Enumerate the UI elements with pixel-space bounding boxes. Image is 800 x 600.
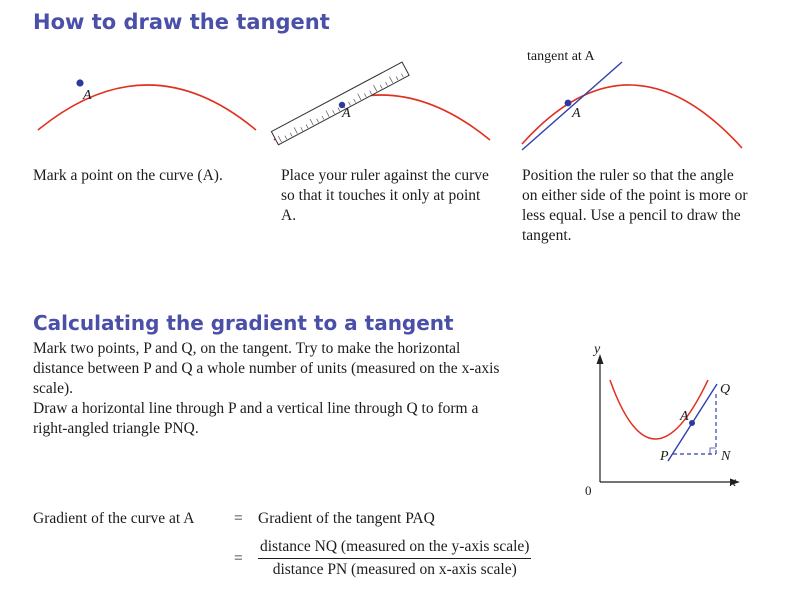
instruction-paragraph-mark-points: Mark two points, P and Q, on the tangent. Try to make the horizontal distance between P and Q a whole number of units (measured on the x-axis scale). bbox=[33, 340, 500, 397]
point-n-label: N bbox=[721, 449, 731, 464]
fraction-denominator: distance PN (measured on x-axis scale) bbox=[272, 561, 517, 578]
origin-label: 0 bbox=[585, 483, 592, 498]
step-caption-draw-tangent: Position the ruler so that the angle on either side of the point is more or less equal. Use a pencil to draw the tangent. bbox=[522, 167, 748, 244]
step-caption-mark-point: Mark a point on the curve (A). bbox=[33, 167, 223, 184]
instruction-paragraph-triangle: Draw a horizontal line through P and a vertical line through Q to form a right-angled triangle PNQ. bbox=[33, 400, 479, 437]
point-a-dot bbox=[76, 79, 83, 86]
gradient-triangle-graph bbox=[580, 340, 755, 500]
point-a-dot bbox=[689, 420, 695, 426]
point-a-label: A bbox=[342, 106, 351, 121]
step-caption-place-ruler: Place your ruler against the curve so that it touches it only at point A. bbox=[281, 167, 489, 224]
curve bbox=[38, 85, 256, 130]
section-heading-gradient: Calculating the gradient to a tangent bbox=[33, 311, 454, 335]
right-angle-mark bbox=[710, 448, 716, 454]
curve bbox=[522, 85, 742, 148]
x-axis-label: x bbox=[730, 475, 737, 490]
fraction-numerator: distance NQ (measured on the y-axis scale) bbox=[258, 538, 531, 559]
point-q-label: Q bbox=[720, 382, 731, 397]
point-a-label: A bbox=[83, 88, 92, 103]
point-a-dot bbox=[565, 100, 572, 107]
diagram-mark-point bbox=[28, 50, 263, 140]
section-heading-draw-tangent: How to draw the tangent bbox=[33, 10, 330, 34]
gradient-fraction bbox=[258, 538, 531, 579]
formula-equals-sign-2: = bbox=[234, 550, 243, 567]
y-axis-label: y bbox=[594, 342, 601, 357]
formula-rhs: Gradient of the tangent PAQ bbox=[258, 510, 435, 527]
curve bbox=[610, 380, 708, 439]
formula-equals-sign: = bbox=[234, 510, 243, 527]
tangent-label: tangent at A bbox=[527, 49, 595, 64]
diagram-place-ruler bbox=[268, 42, 498, 142]
point-p-label: P bbox=[660, 449, 669, 464]
formula-lhs: Gradient of the curve at A bbox=[33, 510, 195, 527]
point-a-label: A bbox=[572, 106, 581, 121]
point-a-label: A bbox=[680, 409, 689, 424]
diagram-draw-tangent bbox=[510, 44, 760, 154]
